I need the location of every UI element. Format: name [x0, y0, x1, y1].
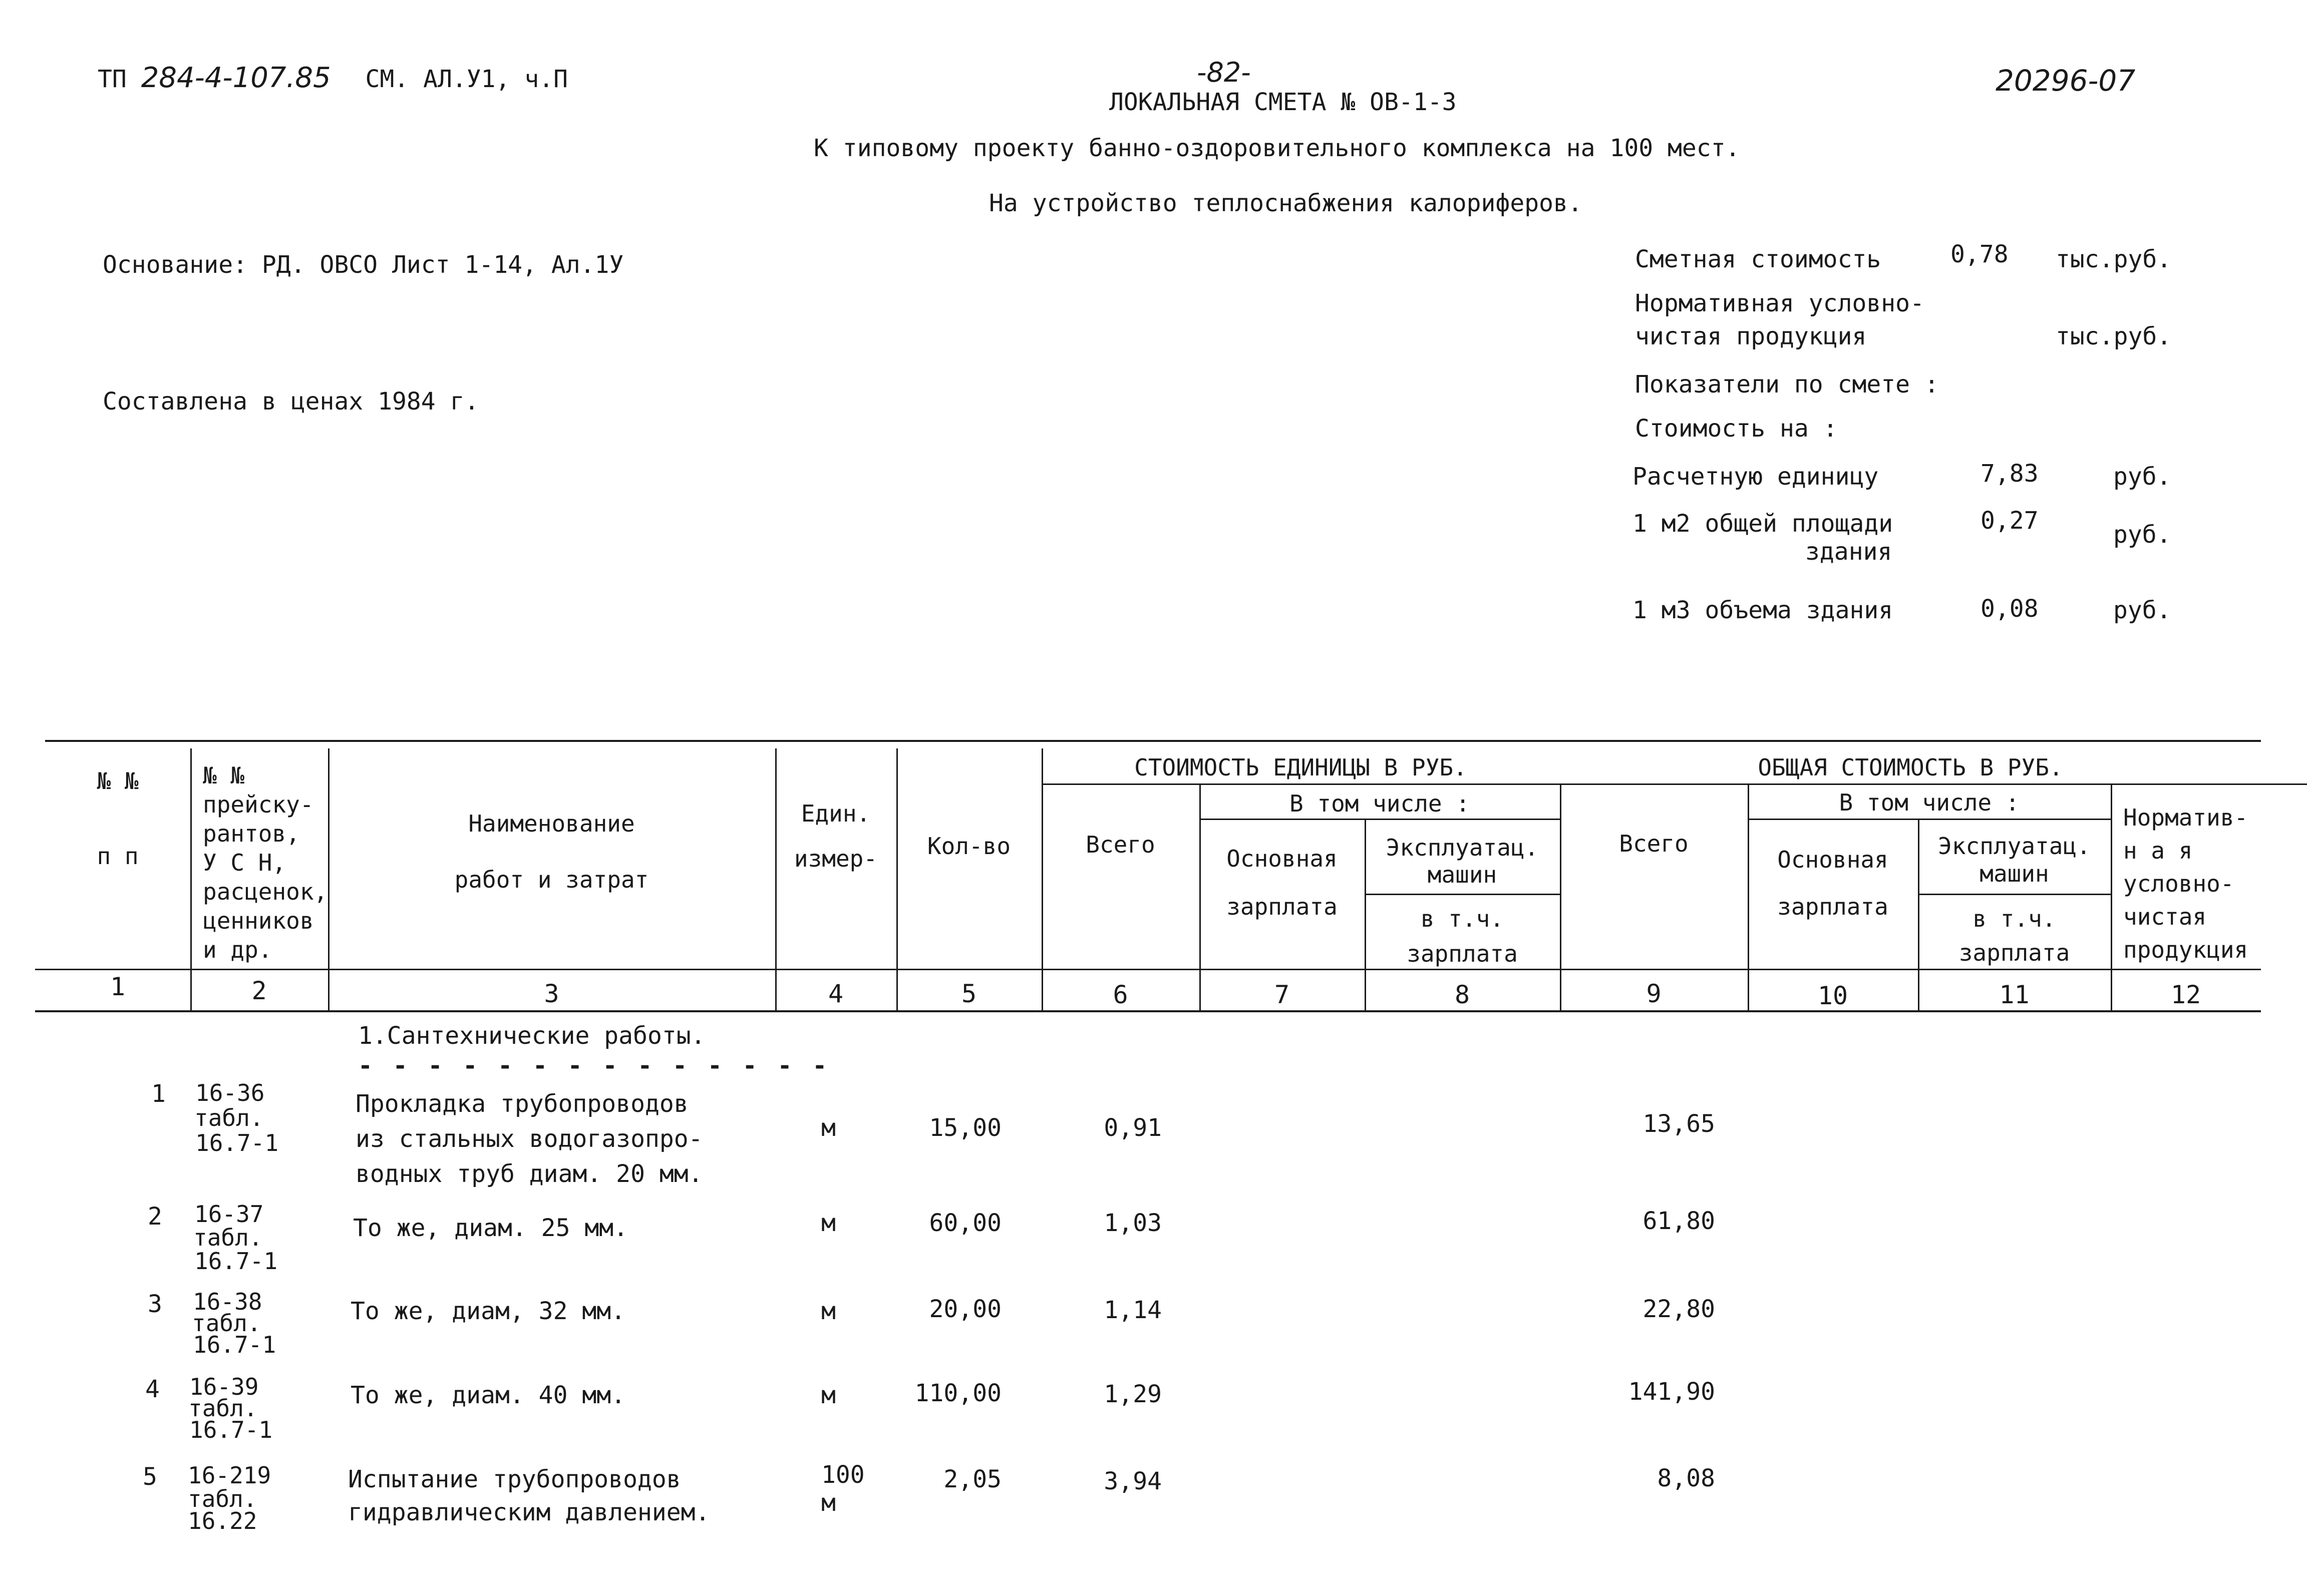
col8-header-3: в т.ч. — [1420, 905, 1504, 932]
row-unit: 100 м — [821, 1461, 865, 1517]
row-number: 5 — [143, 1463, 157, 1491]
col-divider-5 — [1042, 748, 1043, 1011]
row-code: 16-38 табл. 16.7-1 — [192, 1288, 276, 1358]
row-unit: м — [821, 1209, 836, 1237]
section-title: 1.Сантехнические работы. — [358, 1022, 706, 1050]
col11-header-2: машин — [1980, 860, 2049, 887]
col-number-5: 5 — [961, 979, 977, 1008]
col-number-9: 9 — [1646, 979, 1662, 1008]
ref-handwritten: 284-4-107.85 — [141, 62, 331, 94]
per-unit-value: 7,83 — [1981, 460, 2039, 488]
per-area-label-2: здания — [1805, 538, 1892, 566]
row-code: 16-36 табл. 16.7-1 — [194, 1079, 279, 1156]
row-total: 22,80 — [1642, 1295, 1715, 1323]
col9-header: Всего — [1619, 830, 1689, 857]
row-quantity: 15,00 — [929, 1114, 1002, 1142]
row-unit: м — [821, 1381, 836, 1409]
row-name: То же, диам. 40 мм. — [351, 1381, 626, 1409]
unit-machine-rule — [1365, 894, 1560, 895]
col-divider-4 — [896, 748, 898, 1011]
row-total: 141,90 — [1628, 1378, 1715, 1406]
document-title: ЛОКАЛЬНАЯ СМЕТА № ОВ-1-3 — [1109, 88, 1457, 116]
col11-header-4: зарплата — [1958, 939, 2070, 966]
col-divider-8 — [1560, 783, 1561, 1011]
row-name: То же, диам, 32 мм. — [351, 1297, 626, 1325]
section-underline: - - - - - - - - - - - - - - — [358, 1052, 830, 1080]
row-number: 4 — [145, 1375, 160, 1403]
col7-header-1: Основная — [1226, 845, 1338, 872]
col-number-2: 2 — [251, 976, 267, 1005]
row-unit-total: 1,03 — [1104, 1209, 1162, 1237]
row-unit: м — [821, 1297, 836, 1325]
norm-product-label-1: Нормативная условно- — [1635, 289, 1924, 317]
col12-header: Норматив- н а я условно- чистая продукция — [2123, 804, 2248, 963]
row-number: 3 — [148, 1290, 162, 1318]
col10-header-1: Основная — [1777, 846, 1888, 873]
col-number-4: 4 — [828, 979, 844, 1008]
row-code: 16-219 табл. 16.22 — [188, 1462, 271, 1534]
row-name: То же, диам. 25 мм. — [353, 1214, 628, 1242]
row-unit-total: 0,91 — [1104, 1114, 1162, 1142]
col1-header-2: п п — [97, 843, 139, 870]
row-quantity: 60,00 — [929, 1209, 1002, 1237]
col-number-12: 12 — [2170, 980, 2201, 1009]
per-volume-value: 0,08 — [1981, 595, 2039, 623]
row-name: Испытание трубопроводов гидравлическим давлением. — [348, 1465, 710, 1526]
per-unit-unit: руб. — [2113, 463, 2171, 491]
table-top-rule — [45, 740, 2261, 742]
per-unit-label: Расчетную единицу — [1632, 463, 1879, 491]
norm-product-unit: тыс.руб. — [2056, 322, 2172, 350]
row-quantity: 2,05 — [943, 1465, 1002, 1493]
row-total: 13,65 — [1642, 1110, 1715, 1138]
row-quantity: 20,00 — [929, 1295, 1002, 1323]
col3-header-1: Наименование — [468, 810, 635, 837]
indicators-label: Показатели по смете : — [1635, 370, 1939, 398]
project-reference — [98, 64, 568, 92]
basis-text: Основание: РД. ОВСО Лист 1-14, Ал.1У — [103, 251, 624, 279]
per-area-value: 0,27 — [1981, 507, 2039, 535]
row-unit-total: 1,14 — [1104, 1296, 1162, 1324]
per-volume-unit: руб. — [2113, 596, 2171, 624]
col5-header: Кол-во — [927, 833, 1011, 860]
per-area-unit: руб. — [2113, 521, 2171, 549]
col-divider-3 — [775, 748, 777, 1011]
estimate-cost-value: 0,78 — [1950, 240, 2009, 268]
cost-per-label: Стоимость на : — [1635, 415, 1838, 443]
row-number: 1 — [151, 1080, 166, 1108]
unit-cost-group-header: СТОИМОСТЬ ЕДИНИЦЫ В РУБ. — [1134, 754, 1467, 781]
column-numbers-bottom-rule — [35, 1010, 2261, 1012]
document-purpose: На устройство теплоснабжения калориферов. — [989, 189, 1582, 217]
row-total: 8,08 — [1657, 1464, 1715, 1492]
col-number-6: 6 — [1113, 980, 1128, 1009]
row-code: 16-37 табл. 16.7-1 — [193, 1201, 278, 1275]
document-subtitle: К типовому проекту банно-оздоровительного комплекса на 100 мест. — [814, 134, 1740, 162]
col7-header-2: зарплата — [1226, 893, 1338, 920]
estimate-cost-label: Сметная стоимость — [1635, 245, 1881, 273]
estimate-cost-unit: тыс.руб. — [2056, 245, 2172, 273]
row-unit: м — [821, 1114, 836, 1142]
col2-header: № № прейску- рантов, У С Н, расценок, ценников и др. — [203, 762, 328, 963]
total-including-header: В том числе : — [1839, 789, 2020, 816]
row-code: 16-39 табл. 16.7-1 — [188, 1373, 273, 1443]
col11-header-3: в т.ч. — [1972, 905, 2056, 932]
total-cost-group-header: ОБЩАЯ СТОИМОСТЬ В РУБ. — [1758, 754, 2063, 781]
col4-header-2: измер- — [794, 845, 878, 872]
document-number: 20296-07 — [1996, 64, 2136, 98]
col11-header-1: Эксплуатац. — [1938, 833, 2091, 860]
col3-header-2: работ и затрат — [454, 866, 649, 893]
col4-header-1: Един. — [801, 800, 871, 827]
col6-header: Всего — [1086, 831, 1155, 858]
col-number-3: 3 — [544, 979, 559, 1008]
col-number-7: 7 — [1274, 980, 1290, 1009]
row-quantity: 110,00 — [914, 1379, 1002, 1407]
col-number-1: 1 — [110, 972, 126, 1001]
row-unit-total: 3,94 — [1104, 1467, 1162, 1495]
col-divider-11 — [2111, 783, 2112, 1011]
per-area-label-1: 1 м2 общей площади — [1632, 510, 1893, 538]
total-machine-rule — [1918, 894, 2111, 895]
ref-prefix: ТП — [98, 65, 127, 93]
row-total: 61,80 — [1642, 1207, 1715, 1235]
col-number-8: 8 — [1454, 980, 1470, 1009]
col8-header-1: Эксплуатац. — [1386, 834, 1539, 861]
unit-including-header: В том числе : — [1289, 790, 1470, 817]
price-base-text: Составлена в ценах 1984 г. — [103, 387, 479, 416]
row-name: Прокладка трубопроводов из стальных водогазопро- водных труб диам. 20 мм. — [356, 1090, 703, 1188]
col-number-11: 11 — [1999, 980, 2030, 1009]
ref-suffix: СМ. АЛ.У1, ч.П — [365, 65, 568, 93]
col8-header-4: зарплата — [1407, 940, 1518, 967]
norm-product-label-2: чистая продукция — [1635, 322, 1867, 350]
col10-header-2: зарплата — [1777, 893, 1888, 920]
row-number: 2 — [148, 1203, 162, 1231]
row-unit-total: 1,29 — [1104, 1380, 1162, 1408]
col1-header-1: № № — [97, 767, 139, 794]
per-volume-label: 1 м3 объема здания — [1632, 596, 1893, 624]
page-number: -82- — [1197, 57, 1251, 88]
col-number-10: 10 — [1817, 981, 1848, 1010]
col8-header-2: машин — [1427, 861, 1497, 888]
col-divider-1 — [190, 748, 192, 1011]
